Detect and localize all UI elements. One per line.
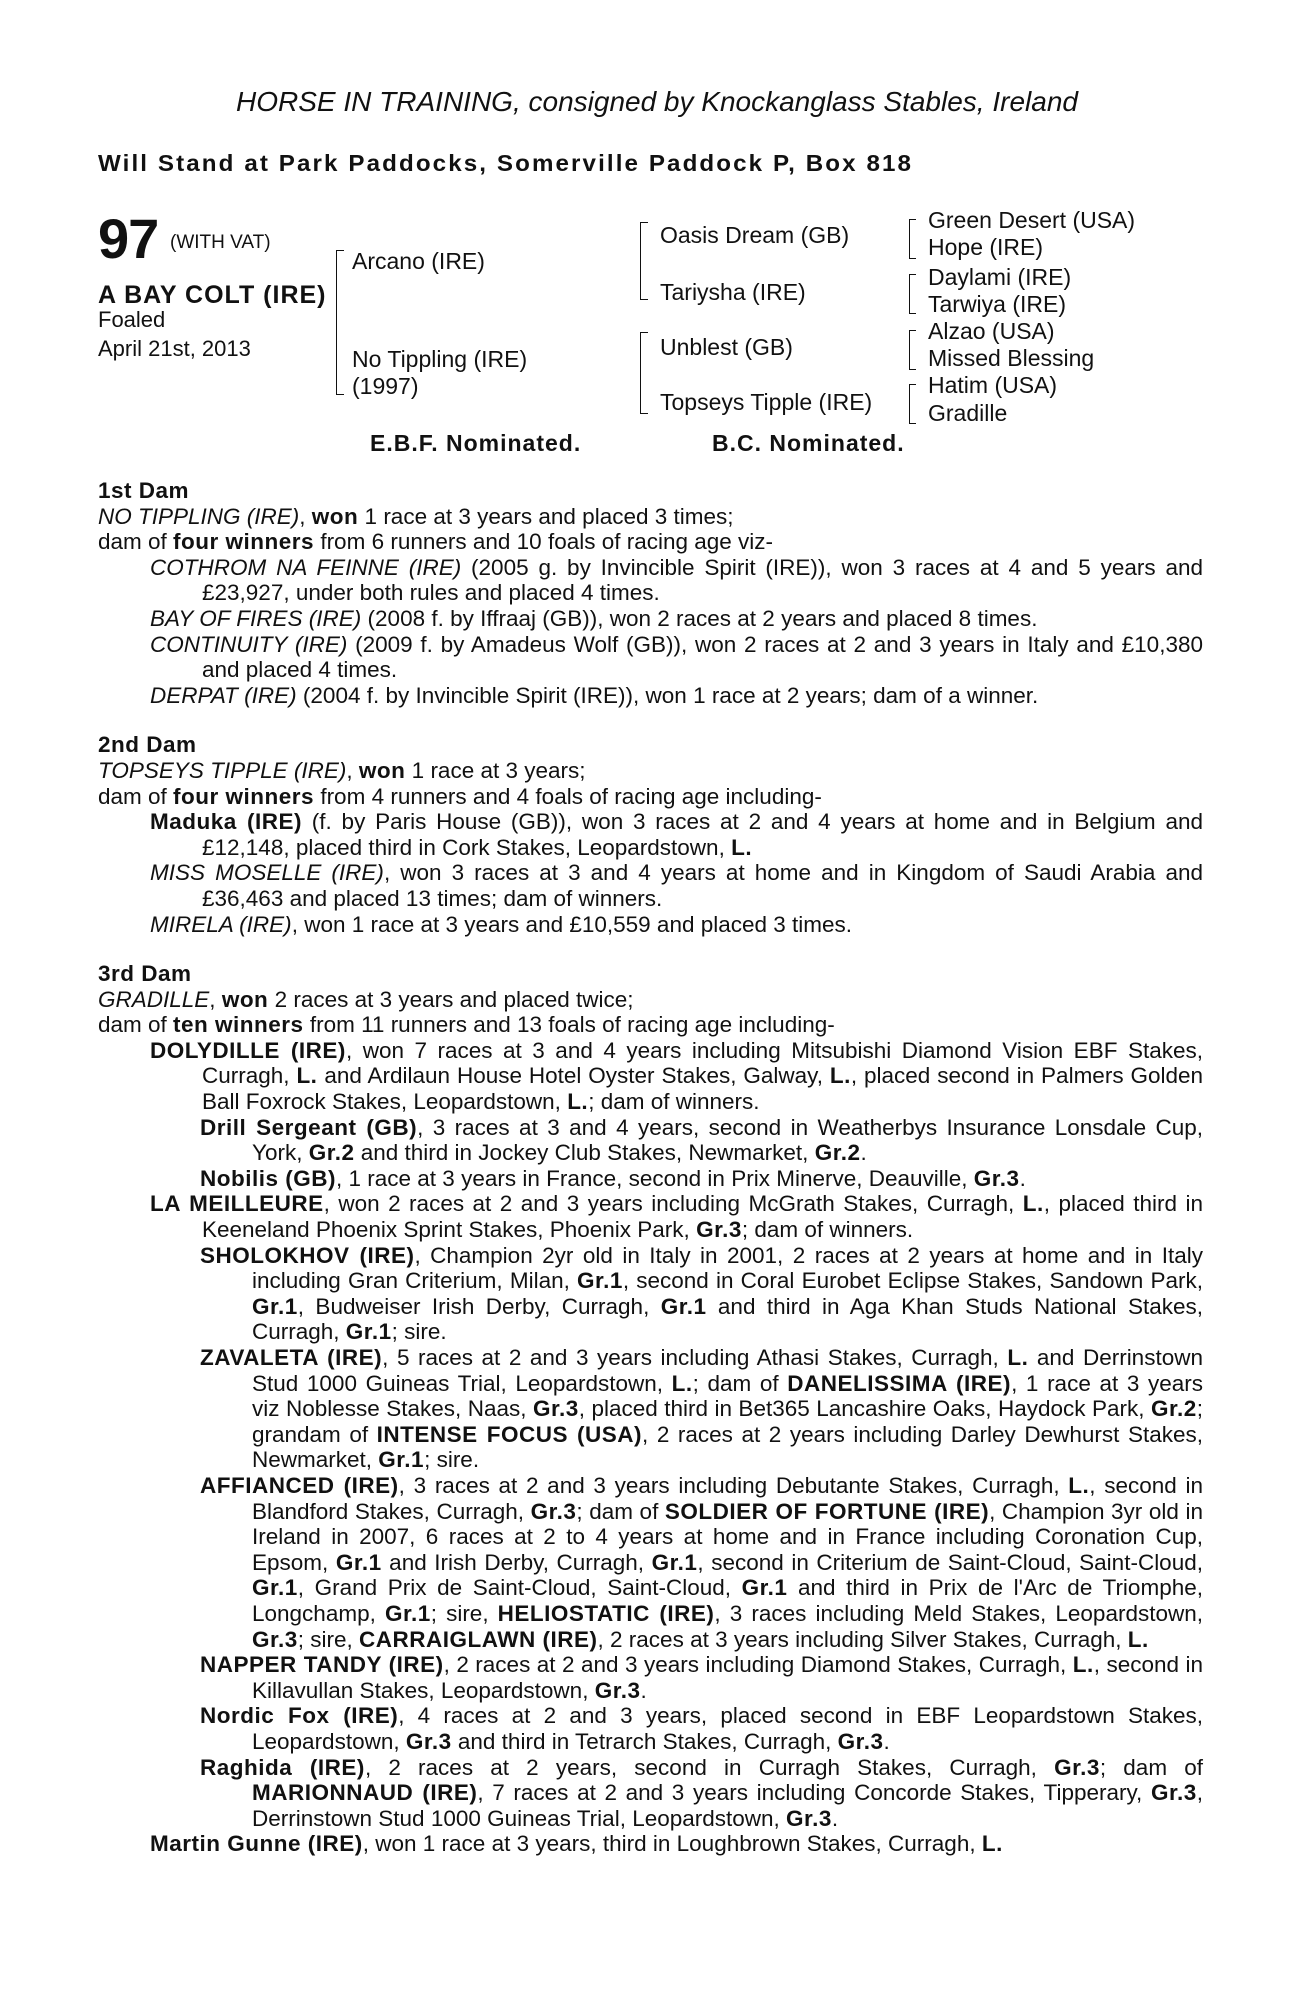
- gg-7: Hatim (USA): [928, 372, 1058, 398]
- first-dam-progeny-1: COTHROM NA FEINNE (IRE) (2005 g. by Invincible Spirit (IRE)), won 3 races at 4 and 5 years and £23,927, under both rules and placed 4 times.: [150, 554, 1203, 606]
- second-dam-heading: 2nd Dam: [98, 732, 197, 758]
- first-dam-heading: 1st Dam: [98, 478, 190, 503]
- stand-location: Will Stand at Park Paddocks, Somerville Paddock P, Box 818: [98, 150, 914, 176]
- sholokhov-entry: SHOLOKHOV (IRE), Champion 2yr old in Italy in 2001, 2 races at 2 years at home and in Italy including Gran Criterium, Milan, Gr.1, second in Coral Eurobet Eclipse Stakes, Sandown Park, Gr.1, Budweiser Irish Derby, Curragh, Gr.1 and third in Aga Khan Studs National Stakes, Curragh, Gr.1; sire.: [200, 1242, 1203, 1345]
- drill-sergeant-entry: Drill Sergeant (GB), 3 races at 3 and 4 years, second in Weatherbys Insurance Lonsdale Cup, York, Gr.2 and third in Jockey Club Stakes, Newmarket, Gr.2.: [200, 1114, 1204, 1166]
- horse-name: A BAY COLT (IRE): [98, 281, 327, 309]
- first-dam-record: dam of four winners from 6 runners and 10 foals of racing age viz-: [98, 529, 774, 555]
- pedigree-notes: [98, 478, 1203, 1857]
- pedigree-brace-g3: [909, 330, 916, 370]
- second-dam-progeny-1: Maduka (IRE) (f. by Paris House (GB)), won 3 races at 2 and 4 years at home and in Belgium and £12,148, placed third in Cork Stakes, Leopardstown, L.: [150, 809, 1203, 860]
- pedigree-brace-main: [336, 250, 344, 395]
- dam-year: (1997): [352, 373, 419, 399]
- first-dam-progeny-3: CONTINUITY (IRE) (2009 f. by Amadeus Wolf (GB)), won 2 races at 2 and 3 years in Italy and £10,380 and placed 4 times.: [150, 631, 1203, 683]
- nobilis-entry: Nobilis (GB), 1 race at 3 years in France, second in Prix Minerve, Deauville, Gr.3.: [200, 1165, 1026, 1191]
- gg-8: Gradille: [928, 400, 1008, 426]
- gg-5: Alzao (USA): [928, 318, 1055, 344]
- gg-3: Daylami (IRE): [928, 264, 1072, 290]
- gg-6: Missed Blessing: [928, 345, 1095, 371]
- sire-name: Arcano (IRE): [352, 248, 485, 274]
- first-dam-progeny-2: BAY OF FIRES (IRE) (2008 f. by Iffraaj (GB)), won 2 races at 2 years and placed 8 times.: [150, 605, 1038, 631]
- la-meilleure-entry: LA MEILLEURE, won 2 races at 2 and 3 years including McGrath Stakes, Curragh, L., placed third in Keeneland Phoenix Sprint Stakes, Phoenix Park, Gr.3; dam of winners.: [150, 1191, 1203, 1243]
- sire-sire: Oasis Dream (GB): [660, 222, 850, 248]
- second-dam-record: dam of four winners from 4 runners and 4 foals of racing age including-: [98, 783, 822, 809]
- dolydille-entry: DOLYDILLE (IRE), won 7 races at 3 and 4 years including Mitsubishi Diamond Vision EBF Stakes, Curragh, L. and Ardilaun House Hotel Oyster Stakes, Galway, L., placed second in Palmers Golden Ball Foxrock Stakes, Leopardstown, L.; dam of winners.: [150, 1037, 1204, 1115]
- pedigree-brace-dam: [640, 332, 648, 414]
- vat-note: (WITH VAT): [170, 232, 271, 253]
- page-title: HORSE IN TRAINING, consigned by Knockanglass Stables, Ireland: [236, 86, 1078, 117]
- dam-sire: Unblest (GB): [660, 334, 793, 360]
- foaled-date: April 21st, 2013: [98, 336, 251, 361]
- ebf-nomination: E.B.F. Nominated.: [370, 430, 582, 456]
- pedigree-brace-g1: [909, 219, 916, 259]
- raghida-entry: Raghida (IRE), 2 races at 2 years, second in Curragh Stakes, Curragh, Gr.3; dam of MARIONNAUD (IRE), 7 races at 2 and 3 years including Concorde Stakes, Tipperary, Gr.3, Derrinstown Stud 1000 Guineas Trial, Leopardstown, Gr.3.: [200, 1754, 1204, 1831]
- third-dam-record: dam of ten winners from 11 runners and 13 foals of racing age including-: [98, 1012, 835, 1038]
- pedigree-brace-g2: [909, 274, 916, 314]
- foaled-label: Foaled: [98, 307, 166, 332]
- second-dam-progeny-3: MIRELA (IRE), won 1 race at 3 years and £10,559 and placed 3 times.: [150, 911, 853, 937]
- pedigree-brace-sire: [640, 222, 648, 300]
- gg-1: Green Desert (USA): [928, 207, 1136, 233]
- second-dam-line: TOPSEYS TIPPLE (IRE), won 1 race at 3 years;: [98, 757, 586, 783]
- lot-number: 97: [98, 207, 159, 270]
- affianced-entry: AFFIANCED (IRE), 3 races at 2 and 3 years including Debutante Stakes, Curragh, L., second in Blandford Stakes, Curragh, Gr.3; dam of SOLDIER OF FORTUNE (IRE), Champion 3yr old in Ireland in 2007, 6 races at 2 to 4 years at home and in France including Coronation Cup, Epsom, Gr.1 and Irish Derby, Curragh, Gr.1, second in Criterium de Saint-Cloud, Saint-Cloud, Gr.1, Grand Prix de Saint-Cloud, Saint-Cloud, Gr.1 and third in Prix de l'Arc de Triomphe, Longchamp, Gr.1; sire, HELIOSTATIC (IRE), 3 races including Meld Stakes, Leopardstown, Gr.3; sire, CARRAIGLAWN (IRE), 2 races at 3 years including Silver Stakes, Curragh, L.: [200, 1472, 1203, 1652]
- pedigree-brace-g4: [909, 384, 916, 424]
- dam-dam: Topseys Tipple (IRE): [660, 389, 873, 415]
- third-dam-line: GRADILLE, won 2 races at 3 years and placed twice;: [98, 986, 634, 1012]
- first-dam-line: NO TIPPLING (IRE), won 1 race at 3 years and placed 3 times;: [98, 503, 734, 529]
- martin-gunne-entry: Martin Gunne (IRE), won 1 race at 3 years, third in Loughbrown Stakes, Curragh, L.: [150, 1831, 1003, 1857]
- zavaleta-entry: ZAVALETA (IRE), 5 races at 2 and 3 years including Athasi Stakes, Curragh, L. and Derrinstown Stud 1000 Guineas Trial, Leopardstown, L.; dam of DANELISSIMA (IRE), 1 race at 3 years viz Noblesse Stakes, Naas, Gr.3, placed third in Bet365 Lancashire Oaks, Haydock Park, Gr.2; grandam of INTENSE FOCUS (USA), 2 races at 2 years including Darley Dewhurst Stakes, Newmarket, Gr.1; sire.: [200, 1345, 1203, 1473]
- third-dam-heading: 3rd Dam: [98, 961, 192, 987]
- dam-name: No Tippling (IRE): [352, 346, 528, 372]
- napper-tandy-entry: NAPPER TANDY (IRE), 2 races at 2 and 3 years including Diamond Stakes, Curragh, L., second in Killavullan Stakes, Leopardstown, Gr.3.: [200, 1652, 1203, 1703]
- gg-4: Tarwiya (IRE): [928, 291, 1067, 317]
- sire-dam: Tariysha (IRE): [660, 279, 806, 305]
- gg-2: Hope (IRE): [928, 234, 1044, 260]
- second-dam-progeny-2: MISS MOSELLE (IRE), won 3 races at 3 and 4 years at home and in Kingdom of Saudi Arabia and £36,463 and placed 13 times; dam of winners.: [150, 860, 1204, 911]
- bc-nomination: B.C. Nominated.: [712, 430, 905, 456]
- nordic-fox-entry: Nordic Fox (IRE), 4 races at 2 and 3 years, placed second in EBF Leopardstown Stakes, Leopardstown, Gr.3 and third in Tetrarch Stakes, Curragh, Gr.3.: [200, 1703, 1203, 1754]
- first-dam-progeny-4: DERPAT (IRE) (2004 f. by Invincible Spirit (IRE)), won 1 race at 2 years; dam of a winner.: [150, 682, 1039, 708]
